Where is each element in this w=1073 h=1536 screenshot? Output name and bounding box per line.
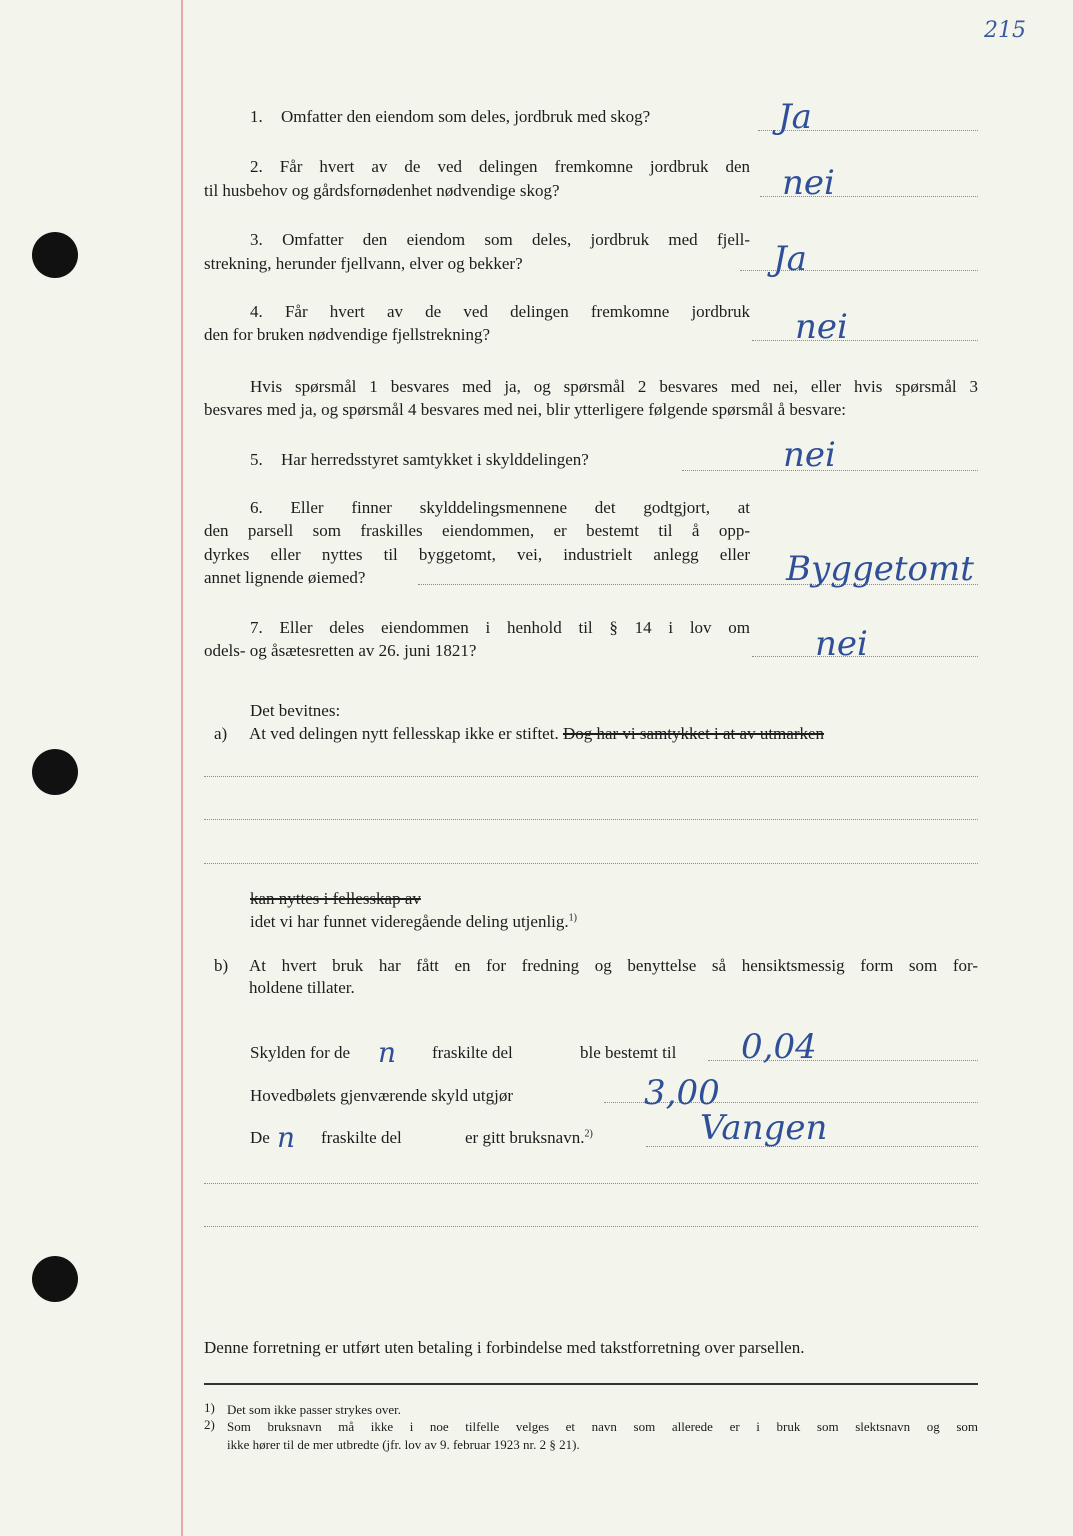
item-label: b) [214,956,229,975]
question-text: 2. Får hvert av de ved delingen fremkomne jordbruk den [250,157,751,176]
question-number: 1. [250,107,263,126]
condition-text: besvares med ja, og spørsmål 4 besvares med nei, blir ytterligere følgende spørsmål å besvare: [204,400,847,419]
handwritten-value: 0,04 [741,1027,817,1067]
question-number: 5. [250,450,263,469]
handwritten-fill: n [378,1036,397,1069]
handwritten-answer: nei [815,624,868,664]
handwritten-answer: nei [795,307,848,347]
blank-line [204,819,978,820]
question-text: Omfatter den eiendom som deles, jordbruk med skog? [281,107,651,126]
skyld-text: fraskilte del [321,1128,402,1147]
punch-hole-icon [32,1256,78,1302]
footnote-divider [204,1383,978,1385]
handwritten-answer: Byggetomt [786,549,974,589]
punch-hole-icon [32,749,78,795]
footnote-text: Det som ikke passer strykes over. [227,1402,402,1417]
question-text: 3. Omfatter den eiendom som deles, jordbruk med fjell- [250,230,751,249]
footnote-mark: 1) [204,1400,215,1415]
question-text: Har herredsstyret samtykket i skylddelingen? [281,450,589,469]
page-number: 215 [984,18,1026,43]
punch-hole-icon [32,232,78,278]
handwritten-answer: nei [782,163,835,203]
attest-text: At hvert bruk har fått en for fredning og benyttelse så hensiktsmessig form som for- [249,956,978,975]
skyld-text: Hovedbølets gjenværende skyld utgjør [250,1086,513,1105]
skyld-text: er gitt bruksnavn.$^{2)}$ [465,1128,593,1147]
footnote-mark: 2) [204,1417,215,1432]
question-text: den parsell som fraskilles eiendommen, er bestemt til å opp- [204,521,750,540]
attest-text: holdene tillater. [249,978,355,997]
handwritten-value: 3,00 [644,1073,720,1113]
question-text: 7. Eller deles eiendommen i henhold til § 14 i lov om [250,618,751,637]
struck-text: kan nyttes i fellesskap av [250,889,421,908]
attest-text: At ved delingen nytt fellesskap ikke er stiftet. Dog har vi samtykket i at av utmarken [249,724,825,743]
question-text: 4. Får hvert av de ved delingen fremkomne jordbruk [250,302,751,321]
margin-line [181,0,183,1536]
handwritten-answer: Ja [773,239,807,279]
blank-line [204,863,978,864]
attest-text: idet vi har funnet videregående deling utjenlig.$^{1)}$ [250,912,577,931]
question-text: strekning, herunder fjellvann, elver og bekker? [204,254,523,273]
handwritten-value: Vangen [700,1108,828,1148]
attest-heading: Det bevitnes: [250,701,341,720]
question-text: dyrkes eller nyttes til byggetomt, vei, industrielt anlegg eller [204,545,750,564]
skyld-text: Skylden for de [250,1043,351,1062]
question-text: til husbehov og gårdsfornødenhet nødvendige skog? [204,181,560,200]
closing-statement: Denne forretning er utført uten betaling i forbindelse med takstforretning over parsellen. [204,1338,805,1357]
condition-text: Hvis spørsmål 1 besvares med ja, og spørsmål 2 besvares med nei, eller hvis spørsmål 3 [250,377,978,396]
footnote-text: ikke hører til de mer utbredte (jfr. lov av 9. februar 1923 nr. 2 § 21). [227,1437,580,1452]
question-text: odels- og åsætesretten av 26. juni 1821? [204,641,477,660]
question-text: annet lignende øiemed? [204,568,366,587]
skyld-text: De [250,1128,270,1147]
question-text: den for bruken nødvendige fjellstrekning? [204,325,491,344]
skyld-text: fraskilte del [432,1043,513,1062]
blank-line [204,776,978,777]
handwritten-answer: Ja [778,97,812,137]
blank-line [204,1183,978,1184]
question-text: 6. Eller finner skylddelingsmennene det godtgjort, at [250,498,750,517]
handwritten-answer: nei [783,435,836,475]
answer-line [752,340,978,341]
item-label: a) [214,724,228,743]
footnote-text: Som bruksnavn må ikke i noe tilfelle velges et navn som allerede er i bruk som slektsnavn og som [227,1419,978,1434]
skyld-text: ble bestemt til [580,1043,677,1062]
handwritten-fill: n [277,1121,296,1154]
blank-line [204,1226,978,1227]
